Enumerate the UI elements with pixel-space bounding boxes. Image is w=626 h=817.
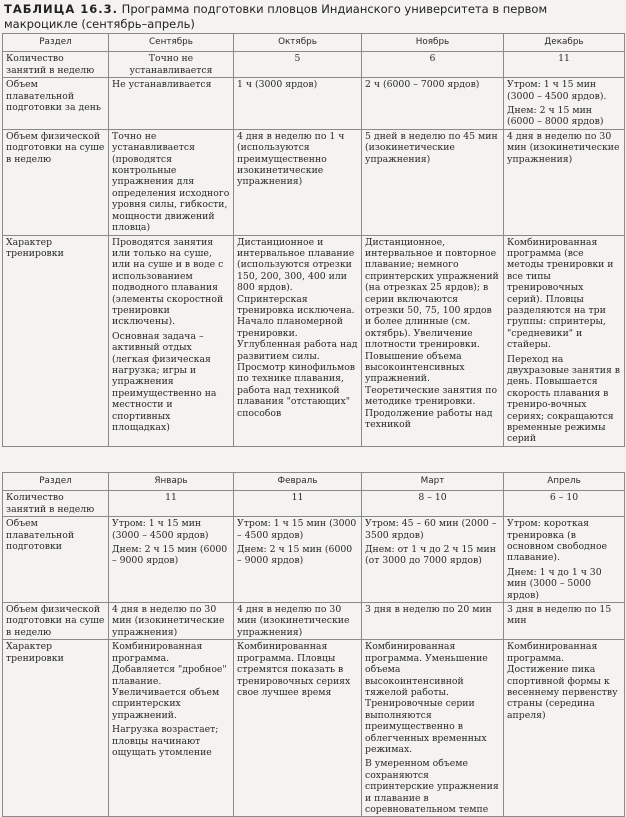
column-header: Раздел — [3, 473, 109, 491]
header-row — [3, 34, 625, 52]
table-cell — [362, 640, 504, 817]
cell-paragraph: 5 дней в неделю по 45 мин (изокинетические упражнения) — [365, 130, 498, 165]
cell-paragraph: 3 дня в неделю по 15 мин — [507, 604, 612, 627]
header-row — [3, 473, 625, 491]
table-cell — [234, 235, 362, 446]
table-cell — [362, 517, 504, 603]
table-cell — [109, 52, 234, 78]
table-title — [4, 2, 622, 32]
row-label: Количество занятий в неделю — [3, 491, 109, 517]
table-caption: Программа подготовки пловцов Индианского университета в первом макроцикле (сентябрь–апрель) — [4, 2, 548, 31]
cell-paragraph: 4 дня в неделю по 30 мин (изокинетические упражнения) — [237, 604, 350, 638]
row-label: Объем физической подготовки на суше в неделю — [3, 129, 109, 235]
column-header: Раздел — [3, 34, 109, 52]
table-cell — [234, 603, 362, 640]
table-cell — [362, 129, 504, 235]
cell-paragraph: Комбинированная программа. Достижение пика спортивной формы к весеннему первенству страны (середина апреля) — [507, 641, 618, 721]
cell-paragraph: Проводятся занятия или только на суше, или на суше и в воде с использованием подводного плавания (элементы скоростной тренировки исключены). — [112, 236, 224, 328]
column-header: Ноябрь — [362, 34, 504, 52]
cell-paragraph: Утром: короткая тренировка (в основном свободное плавание). — [507, 518, 608, 564]
column-header: Январь — [109, 473, 234, 491]
table-cell — [504, 78, 625, 130]
cell-paragraph: Комбинированная программа. Пловцы стремятся показать в тренировочных сериях свое лучшее время — [237, 641, 351, 698]
table-cell — [504, 491, 625, 517]
table-cell — [109, 235, 234, 446]
table-cell — [109, 517, 234, 603]
cell-paragraph: В умеренном объеме сохраняются спринтерские упражнения и плавание в соревновательном темпе — [365, 758, 499, 815]
table-cell — [504, 603, 625, 640]
table-cell — [362, 491, 504, 517]
cell-paragraph: Точно не устанавливается — [129, 53, 213, 76]
cell-paragraph: Основная задача – активный отдых (легкая физическая нагрузка; игры и упражнения преимущественно на местности и спортивных площадках) — [112, 330, 217, 433]
cell-paragraph: 11 — [291, 492, 304, 504]
table-row — [3, 52, 625, 78]
table-cell — [504, 52, 625, 78]
table-row — [3, 235, 625, 446]
table-cell — [109, 129, 234, 235]
table-row — [3, 78, 625, 130]
table-cell — [362, 78, 504, 130]
cell-paragraph: Утром: 1 ч 15 мин (3000 – 4500 ярдов). — [507, 79, 607, 102]
cell-paragraph: 4 дня в неделю по 30 мин (изокинетические упражнения) — [507, 130, 620, 165]
cell-paragraph: Точно не устанавливается (проводятся контрольные упражнения для определения исходного уровня силы, гибкости, мощности движений пловца) — [112, 130, 230, 234]
cell-paragraph: Утром: 1 ч 15 мин (3000 – 4500 ярдов) — [112, 518, 209, 541]
cell-paragraph: Утром: 1 ч 15 мин (3000 – 4500 ярдов) — [237, 518, 357, 541]
cell-paragraph: Переход на двухразовые занятия в день. Повышается скорость плавания в трениро-вочных сериях; сокращаются временные режимы серий — [507, 353, 620, 445]
table-row — [3, 491, 625, 517]
table-cell — [234, 78, 362, 130]
table-cell — [234, 640, 362, 817]
cell-paragraph: 3 дня в неделю по 20 мин — [365, 604, 492, 616]
cell-paragraph: Дистанционное, интервальное и повторное плавание; немного спринтерских упражнений (на отрезках 25 ярдов); в серии включаются отрезки 50, 75, 100 ярдов и более длинные (см. октябрь). Увеличение плотности тренировки. Повышение объема высокоинтенсивных упражнений. Теоретические занятия по методике тренировки. Продолжение работы над техникой — [365, 236, 499, 430]
table-cell — [109, 78, 234, 130]
cell-paragraph: 2 ч (6000 – 7000 ярдов) — [365, 79, 480, 91]
cell-paragraph: 11 — [558, 53, 570, 65]
table-cell — [234, 491, 362, 517]
table-cell — [109, 603, 234, 640]
cell-paragraph: 5 — [294, 53, 301, 65]
table-cell — [109, 491, 234, 517]
column-header: Март — [362, 473, 504, 491]
column-header: Декабрь — [504, 34, 625, 52]
table-cell — [234, 517, 362, 603]
table-row — [3, 603, 625, 640]
row-label: Объем физической подготовки на суше в неделю — [3, 603, 109, 640]
table-cell — [504, 640, 625, 817]
row-label: Объем плавательной подготовки за день — [3, 78, 109, 130]
cell-paragraph: Комбинированная программа (все методы тренировки и все типы тренировочных серий). Пловцы разделяются на три группы: спринтеры, "средневики" и стайеры. — [507, 236, 614, 351]
cell-paragraph: 6 — [429, 53, 436, 65]
table-cell — [109, 640, 234, 817]
cell-paragraph: Днем: 2 ч 15 мин (6000 – 9000 ярдов) — [112, 544, 228, 567]
cell-paragraph: Днем: 2 ч 15 мин (6000 – 9000 ярдов) — [237, 544, 353, 567]
table-cell — [362, 235, 504, 446]
cell-paragraph: Дистанционное и интервальное плавание (используются отрезки 150, 200, 300, 400 или 800 ярдов). Спринтерская тренировка исключена. Начало планомерной тренировки. Углубленная работа над развитием силы. Просмотр кинофильмов по технике плавания, работа над техникой плавания "отстающих" способов — [237, 236, 358, 419]
column-header: Октябрь — [234, 34, 362, 52]
column-header: Апрель — [504, 473, 625, 491]
cell-paragraph: Комбинированная программа. Уменьшение объема высокоинтенсивной тяжелой работы. Тренировочные серии выполняются преимущественно в облегченных временных режимах. — [365, 641, 488, 755]
cell-paragraph: 1 ч (3000 ярдов) — [237, 79, 318, 91]
cell-paragraph: 11 — [165, 492, 177, 504]
cell-paragraph: Утром: 45 – 60 мин (2000 – 3500 ярдов) — [365, 518, 497, 541]
row-label: Объем плавательной подготовки — [3, 517, 109, 603]
table-number: ТАБЛИЦА 16.3. — [4, 2, 119, 16]
cell-paragraph: 8 – 10 — [418, 492, 447, 504]
row-label: Характер тренировки — [3, 235, 109, 446]
table-cell — [234, 129, 362, 235]
column-header: Февраль — [234, 473, 362, 491]
table-row — [3, 517, 625, 603]
cell-paragraph: Днем: от 1 ч до 2 ч 15 мин (от 3000 до 7000 ярдов) — [365, 544, 496, 567]
cell-paragraph: Не устанавливается — [112, 79, 212, 91]
table-cell — [504, 517, 625, 603]
table-sep-dec — [2, 33, 625, 447]
table-cell — [362, 52, 504, 78]
cell-paragraph: Днем: 2 ч 15 мин (6000 – 8000 ярдов) — [507, 105, 604, 128]
table-cell — [504, 235, 625, 446]
row-label: Количество занятий в неделю — [3, 52, 109, 78]
cell-paragraph: Нагрузка возрастает; пловцы начинают ощущать утомление — [112, 724, 219, 758]
table-cell — [504, 129, 625, 235]
column-header: Сентябрь — [109, 34, 234, 52]
cell-paragraph: 4 дня в неделю по 30 мин (изокинетические упражнения) — [112, 604, 225, 638]
cell-paragraph: 6 – 10 — [549, 492, 579, 504]
table-jan-apr — [2, 472, 625, 817]
cell-paragraph: 4 дня в неделю по 1 ч (используются преимущественно изокинетические упражнения) — [237, 130, 345, 188]
cell-paragraph: Днем: 1 ч до 1 ч 30 мин (3000 – 5000 ярдов) — [507, 566, 602, 601]
table-row — [3, 640, 625, 817]
table-cell — [362, 603, 504, 640]
table-cell — [234, 52, 362, 78]
cell-paragraph: Комбинированная программа. Добавляется "дробное" плавание. Увеличивается объем спринтерских упражнений. — [112, 641, 227, 721]
table-row — [3, 129, 625, 235]
row-label: Характер тренировки — [3, 640, 109, 817]
